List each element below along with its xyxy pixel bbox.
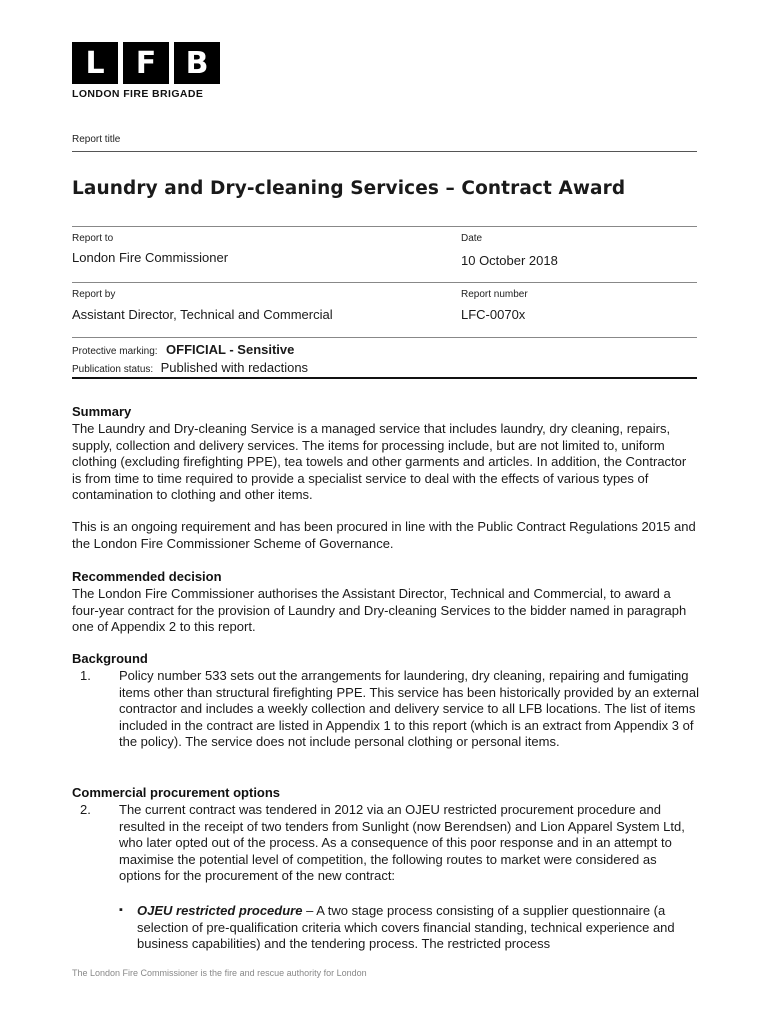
page-footer: The London Fire Commissioner is the fire and rescue authority for London bbox=[72, 968, 367, 978]
publication-status-row bbox=[72, 359, 308, 377]
protective-marking-row bbox=[72, 341, 294, 359]
logo-letter-l: L bbox=[72, 42, 118, 84]
background-paragraph: Policy number 533 sets out the arrangements for laundering, dry cleaning, repairing and fumigating items other than structural firefighting PPE. This service has been historically provided by an external contractor and includes a weekly collection and delivery service to all LFB locations. The list of items included in the contract are listed in Appendix 1 to this report (which is an extract from Appendix 3 of the policy). The service does not include personal clothing or personal items. bbox=[119, 668, 699, 750]
bullet-text: – A two stage process consisting of a supplier questionnaire (a selection of pre-qualification criteria which covers financial standing, technical experience and business capabilities) and the tendering process. The restricted process bbox=[137, 903, 675, 952]
divider bbox=[72, 377, 697, 379]
report-number-label: Report number bbox=[461, 289, 528, 300]
divider bbox=[72, 337, 697, 338]
report-title-label: Report title bbox=[72, 134, 121, 145]
paragraph-number: 2. bbox=[80, 802, 91, 817]
divider bbox=[72, 151, 697, 152]
bullet-item bbox=[137, 903, 697, 953]
report-by-value: Assistant Director, Technical and Commercial bbox=[72, 307, 333, 322]
divider bbox=[72, 226, 697, 227]
protective-marking-value: OFFICIAL - Sensitive bbox=[166, 342, 295, 357]
commercial-heading: Commercial procurement options bbox=[72, 785, 281, 800]
paragraph-number: 1. bbox=[80, 668, 91, 683]
date-label: Date bbox=[461, 233, 483, 244]
publication-status-label: Publication status: bbox=[72, 364, 154, 375]
divider bbox=[72, 282, 697, 283]
recommended-decision-text: The London Fire Commissioner authorises the Assistant Director, Technical and Commercial, to award a four-year contract for the provision of Laundry and Dry-cleaning Services to the bidder named in paragraph one of Appendix 2 to this report. bbox=[72, 586, 687, 635]
background-heading: Background bbox=[72, 651, 148, 666]
bullet-label: OJEU restricted procedure bbox=[137, 903, 303, 918]
summary-heading: Summary bbox=[72, 404, 132, 419]
report-number-value: LFC-0070x bbox=[461, 307, 526, 322]
date-value: 10 October 2018 bbox=[461, 253, 558, 268]
protective-marking-label: Protective marking: bbox=[72, 346, 158, 357]
logo-letter-f: F bbox=[123, 42, 169, 84]
summary-paragraph-2: This is an ongoing requirement and has been procured in line with the Public Contract Regulations 2015 and the London Fire Commissioner Scheme of Governance. bbox=[72, 519, 696, 551]
logo-letter-b: B bbox=[174, 42, 220, 84]
commercial-paragraph: The current contract was tendered in 2012 via an OJEU restricted procurement procedure and resulted in the receipt of two tenders from Sunlight (now Berendsen) and Lion Apparel System Ltd, who later opted out of the process. As a consequence of this poor response and in an attempt to maximise the potential level of competition, the following routes to market were considered as options for the procurement of the new contract: bbox=[119, 802, 685, 884]
recommended-decision-heading: Recommended decision bbox=[72, 569, 222, 584]
publication-status-value: Published with redactions bbox=[160, 360, 309, 375]
report-to-label: Report to bbox=[72, 233, 114, 244]
logo-subtitle: LONDON FIRE BRIGADE bbox=[72, 88, 204, 100]
bullet-icon: ▪ bbox=[119, 904, 123, 916]
page-title: Laundry and Dry-cleaning Services – Contract Award bbox=[72, 178, 626, 199]
report-by-label: Report by bbox=[72, 289, 116, 300]
summary-paragraph-1: The Laundry and Dry-cleaning Service is a managed service that includes laundry, dry cleaning, repairs, supply, collection and delivery services. The items for processing include, but are not limited to, uniform clothing (excluding firefighting PPE), tea towels and other garments and articles. In addition, the Contractor is from time to time required to provide a specialist service to deal with the effects of various types of contamination to clothing and other items. bbox=[72, 421, 687, 503]
report-to-value: London Fire Commissioner bbox=[72, 250, 229, 265]
